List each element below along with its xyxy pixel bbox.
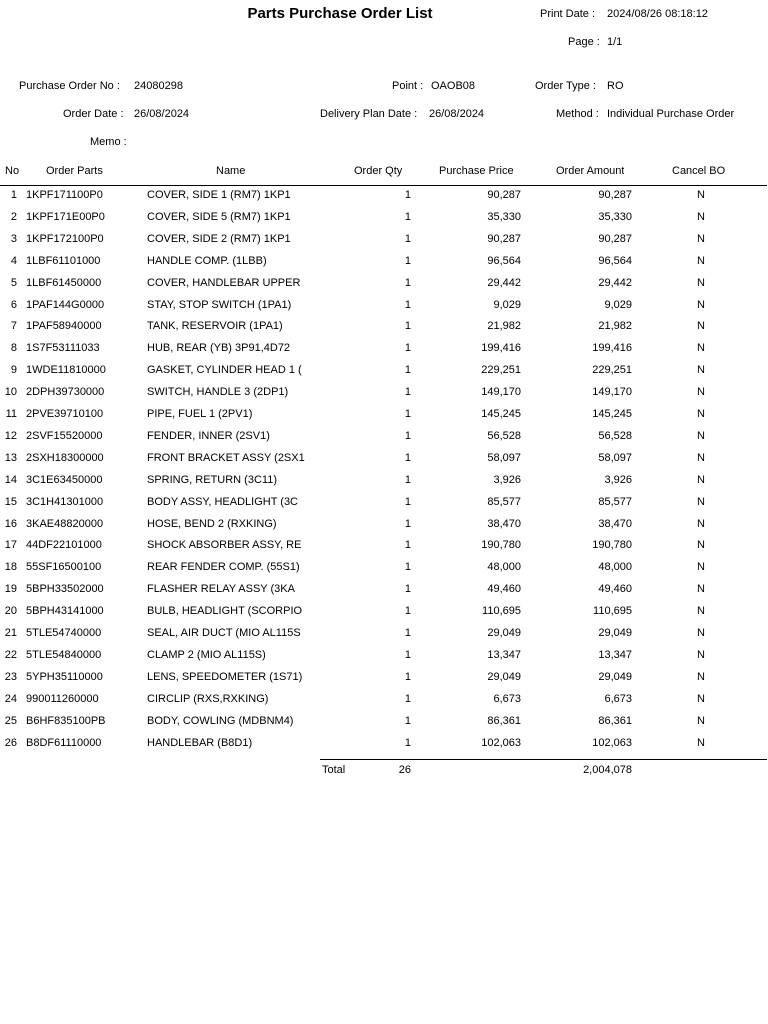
point-label: Point : [392, 80, 424, 92]
row-order-amount: 21,982 [598, 320, 632, 333]
row-order-qty: 1 [404, 189, 411, 201]
row-cancel-bo: N [697, 408, 705, 420]
row-order-qty: 1 [404, 736, 411, 749]
row-order-qty: 1 [404, 561, 411, 574]
row-purchase-price: 29,049 [487, 627, 521, 639]
table-row [0, 649, 768, 671]
table-row [0, 299, 768, 321]
row-purchase-price: 85,577 [487, 495, 521, 508]
row-no: 1 [10, 189, 17, 201]
row-no: 22 [4, 648, 17, 661]
row-order-part: 5BPH33502000 [26, 583, 104, 596]
row-no: 16 [4, 517, 17, 530]
row-no: 25 [4, 714, 17, 727]
row-no: 24 [4, 692, 17, 705]
row-order-part: 3C1E63450000 [26, 473, 103, 486]
row-order-qty: 1 [404, 254, 411, 267]
row-no: 21 [4, 627, 17, 639]
row-order-amount: 229,251 [592, 364, 632, 377]
row-order-qty: 1 [404, 429, 411, 442]
row-order-amount: 110,695 [593, 605, 632, 618]
row-name: HUB, REAR (YB) 3P91,4D72 [147, 342, 291, 355]
header-divider [0, 185, 767, 186]
table-row [0, 583, 768, 605]
row-purchase-price: 145,245 [481, 408, 521, 420]
row-purchase-price: 56,528 [487, 429, 521, 442]
table-row [0, 474, 768, 496]
row-no: 6 [10, 298, 17, 311]
row-purchase-price: 6,673 [493, 692, 521, 705]
row-cancel-bo: N [697, 539, 705, 552]
row-order-qty: 1 [404, 539, 411, 552]
row-no: 2 [10, 210, 17, 223]
row-order-part: 1PAF144G0000 [26, 298, 105, 311]
print-date-value: 2024/08/26 08:18:12 [607, 8, 708, 20]
row-cancel-bo: N [697, 320, 705, 333]
row-order-part: 55SF16500100 [26, 561, 102, 574]
row-order-amount: 38,470 [598, 517, 632, 530]
row-order-qty: 1 [404, 583, 411, 596]
table-row [0, 737, 768, 759]
row-cancel-bo: N [697, 583, 705, 596]
row-no: 17 [4, 539, 17, 552]
row-order-amount: 58,097 [598, 451, 632, 464]
row-order-qty: 1 [404, 408, 411, 420]
row-order-qty: 1 [404, 276, 411, 289]
row-name: TANK, RESERVOIR (1PA1) [147, 320, 283, 333]
row-name: SWITCH, HANDLE 3 (2DP1) [147, 386, 289, 399]
table-row [0, 496, 768, 518]
row-cancel-bo: N [697, 670, 705, 683]
row-purchase-price: 90,287 [487, 232, 521, 245]
row-order-part: 1LBF61450000 [26, 276, 102, 289]
row-purchase-price: 9,029 [493, 298, 521, 311]
row-cancel-bo: N [697, 386, 705, 399]
row-cancel-bo: N [697, 342, 705, 355]
row-order-part: 5BPH43141000 [26, 605, 104, 618]
table-row [0, 539, 768, 561]
row-no: 3 [10, 232, 17, 245]
row-no: 11 [5, 408, 17, 420]
row-name: BULB, HEADLIGHT (SCORPIO [147, 605, 303, 618]
row-cancel-bo: N [697, 189, 705, 201]
row-order-qty: 1 [404, 320, 411, 333]
row-cancel-bo: N [697, 429, 705, 442]
row-purchase-price: 13,347 [487, 648, 521, 661]
row-order-qty: 1 [404, 298, 411, 311]
row-no: 18 [4, 561, 17, 574]
row-name: COVER, SIDE 5 (RM7) 1KP1 [147, 210, 291, 223]
table-row [0, 211, 768, 233]
row-name: SPRING, RETURN (3C11) [147, 473, 277, 486]
row-purchase-price: 29,442 [487, 276, 521, 289]
memo-label: Memo : [90, 136, 127, 148]
row-purchase-price: 29,049 [487, 670, 521, 683]
row-order-amount: 6,673 [604, 692, 632, 705]
table-row [0, 452, 768, 474]
row-name: FRONT BRACKET ASSY (2SX1 [147, 451, 305, 464]
row-purchase-price: 86,361 [487, 714, 521, 727]
row-purchase-price: 102,063 [481, 736, 521, 749]
row-cancel-bo: N [697, 648, 705, 661]
method-value: Individual Purchase Order [607, 108, 735, 120]
row-name: COVER, HANDLEBAR UPPER [147, 276, 301, 289]
row-name: COVER, SIDE 2 (RM7) 1KP1 [147, 232, 291, 245]
row-order-amount: 29,049 [598, 627, 632, 639]
row-purchase-price: 96,564 [487, 254, 521, 267]
row-order-qty: 1 [404, 692, 411, 705]
row-order-amount: 29,442 [598, 276, 632, 289]
point-value: OAOB08 [431, 80, 476, 92]
row-order-part: 1KPF171100P0 [26, 189, 103, 201]
table-row [0, 627, 768, 649]
row-order-qty: 1 [404, 386, 411, 399]
row-no: 15 [4, 495, 17, 508]
row-name: STAY, STOP SWITCH (1PA1) [147, 298, 292, 311]
row-no: 8 [10, 342, 17, 355]
row-order-amount: 90,287 [598, 189, 632, 201]
delivery-date-value: 26/08/2024 [429, 108, 485, 120]
row-cancel-bo: N [697, 254, 705, 267]
row-order-part: 1KPF171E00P0 [26, 210, 105, 223]
row-no: 5 [10, 276, 17, 289]
table-row [0, 386, 768, 408]
row-no: 12 [4, 429, 17, 442]
row-purchase-price: 229,251 [481, 364, 521, 377]
row-order-part: 1WDE11810000 [26, 364, 106, 377]
row-name: HANDLE COMP. (1LBB) [147, 254, 267, 267]
row-cancel-bo: N [697, 276, 705, 289]
row-order-part: 2PVE39710100 [26, 408, 104, 420]
table-row [0, 561, 768, 583]
po-number-value: 24080298 [134, 80, 183, 92]
row-order-part: 3KAE48820000 [26, 517, 104, 530]
row-cancel-bo: N [697, 298, 705, 311]
row-order-qty: 1 [404, 517, 411, 530]
row-name: FENDER, INNER (2SV1) [147, 429, 270, 442]
row-order-part: 2SVF15520000 [26, 429, 103, 442]
row-order-qty: 1 [404, 605, 411, 618]
row-order-amount: 199,416 [592, 342, 632, 355]
row-order-amount: 86,361 [598, 714, 632, 727]
row-name: HOSE, BEND 2 (RXKING) [147, 517, 277, 530]
row-order-qty: 1 [404, 495, 411, 508]
table-row [0, 342, 768, 364]
row-order-qty: 1 [404, 364, 411, 377]
order-date-value: 26/08/2024 [134, 108, 190, 120]
row-order-qty: 1 [404, 627, 411, 639]
row-order-qty: 1 [404, 232, 411, 245]
row-purchase-price: 35,330 [487, 210, 521, 223]
table-row [0, 408, 768, 430]
row-order-amount: 49,460 [598, 583, 632, 596]
row-purchase-price: 3,926 [493, 473, 521, 486]
row-order-amount: 56,528 [598, 429, 632, 442]
row-name: CLAMP 2 (MIO AL115S) [147, 648, 266, 661]
row-order-part: B8DF61110000 [26, 736, 102, 749]
row-no: 10 [4, 386, 17, 399]
row-order-part: 1PAF58940000 [26, 320, 102, 333]
row-name: HANDLEBAR (B8D1) [147, 736, 253, 749]
table-row [0, 189, 768, 211]
row-order-part: 5TLE54740000 [26, 627, 102, 639]
row-name: FLASHER RELAY ASSY (3KA [147, 583, 295, 596]
row-name: BODY, COWLING (MDBNM4) [147, 714, 294, 727]
row-name: GASKET, CYLINDER HEAD 1 ( [147, 364, 302, 377]
row-no: 13 [4, 451, 17, 464]
table-row [0, 277, 768, 299]
column-header-cancel-bo: Cancel BO [672, 165, 726, 177]
delivery-date-label: Delivery Plan Date : [320, 108, 418, 120]
row-cancel-bo: N [697, 210, 705, 223]
row-order-amount: 85,577 [598, 495, 632, 508]
row-order-amount: 3,926 [604, 473, 632, 486]
row-name: BODY ASSY, HEADLIGHT (3C [147, 495, 299, 508]
row-name: SHOCK ABSORBER ASSY, RE [147, 539, 302, 552]
table-header [0, 165, 768, 187]
row-order-qty: 1 [404, 451, 411, 464]
total-divider [320, 759, 767, 760]
table-row [0, 430, 768, 452]
row-name: SEAL, AIR DUCT (MIO AL115S [147, 627, 301, 639]
row-order-amount: 35,330 [598, 210, 632, 223]
row-purchase-price: 21,982 [487, 320, 521, 333]
row-order-amount: 13,347 [598, 648, 632, 661]
row-order-amount: 96,564 [598, 254, 632, 267]
total-qty: 26 [398, 764, 411, 776]
print-date-label: Print Date : [540, 8, 596, 20]
row-order-qty: 1 [404, 473, 411, 486]
total-label: Total [322, 764, 346, 776]
row-order-part: 5YPH35110000 [26, 670, 103, 683]
row-name: COVER, SIDE 1 (RM7) 1KP1 [147, 189, 291, 201]
table-row [0, 693, 768, 715]
row-purchase-price: 110,695 [482, 605, 521, 618]
row-order-part: 1KPF172100P0 [26, 232, 104, 245]
row-order-amount: 48,000 [598, 561, 632, 574]
row-no: 26 [4, 736, 17, 749]
row-no: 23 [4, 670, 17, 683]
row-order-part: 5TLE54840000 [26, 648, 102, 661]
row-order-qty: 1 [404, 648, 411, 661]
row-cancel-bo: N [697, 495, 705, 508]
order-type-value: RO [607, 80, 624, 92]
row-order-part: 990011260000 [26, 692, 99, 705]
row-purchase-price: 90,287 [487, 189, 521, 201]
table-row [0, 715, 768, 737]
row-no: 7 [10, 320, 17, 333]
page-label: Page : [568, 36, 600, 48]
row-order-amount: 102,063 [592, 736, 632, 749]
row-purchase-price: 49,460 [487, 583, 521, 596]
table-row [0, 364, 768, 386]
row-cancel-bo: N [697, 451, 705, 464]
column-header-no: No [5, 165, 20, 177]
row-name: PIPE, FUEL 1 (2PV1) [147, 408, 253, 420]
row-order-amount: 149,170 [592, 386, 632, 399]
row-cancel-bo: N [697, 561, 705, 574]
row-no: 9 [10, 364, 17, 377]
row-purchase-price: 48,000 [487, 561, 521, 574]
row-order-part: B6HF835100PB [26, 714, 106, 727]
row-order-amount: 9,029 [604, 298, 632, 311]
row-order-part: 1LBF61101000 [26, 254, 101, 267]
table-row [0, 320, 768, 342]
row-cancel-bo: N [697, 605, 705, 618]
row-cancel-bo: N [697, 473, 705, 486]
row-no: 14 [4, 473, 17, 486]
table-row [0, 605, 768, 627]
row-order-qty: 1 [404, 714, 411, 727]
row-name: LENS, SPEEDOMETER (1S71) [147, 670, 303, 683]
table-row [0, 233, 768, 255]
row-order-part: 2SXH18300000 [26, 451, 104, 464]
row-name: CIRCLIP (RXS,RXKING) [147, 692, 269, 705]
column-header-purchase-price: Purchase Price [439, 165, 514, 177]
row-order-amount: 29,049 [598, 670, 632, 683]
row-order-qty: 1 [404, 210, 411, 223]
row-no: 20 [4, 605, 17, 618]
row-order-part: 3C1H41301000 [26, 495, 104, 508]
row-purchase-price: 199,416 [481, 342, 521, 355]
row-name: REAR FENDER COMP. (55S1) [147, 561, 300, 574]
row-order-qty: 1 [404, 342, 411, 355]
row-order-amount: 190,780 [592, 539, 632, 552]
page-value: 1/1 [607, 36, 623, 48]
row-cancel-bo: N [697, 364, 705, 377]
column-header-order-amount: Order Amount [556, 165, 625, 177]
total-amount: 2,004,078 [583, 764, 632, 776]
column-header-order-qty: Order Qty [354, 165, 403, 177]
table-row [0, 518, 768, 540]
order-date-label: Order Date : [63, 108, 124, 120]
row-no: 4 [10, 254, 17, 267]
row-cancel-bo: N [697, 232, 705, 245]
row-order-part: 2DPH39730000 [26, 386, 105, 399]
row-no: 19 [4, 583, 17, 596]
row-order-part: 1S7F53111033 [26, 342, 100, 355]
row-cancel-bo: N [697, 692, 705, 705]
column-header-order-parts: Order Parts [46, 165, 103, 177]
row-purchase-price: 190,780 [481, 539, 521, 552]
method-label: Method : [556, 108, 599, 120]
order-type-label: Order Type : [535, 80, 596, 92]
row-cancel-bo: N [697, 714, 705, 727]
table-row [0, 671, 768, 693]
row-order-amount: 145,245 [592, 408, 632, 420]
column-header-name: Name [216, 165, 246, 177]
row-cancel-bo: N [697, 627, 705, 639]
row-order-part: 44DF22101000 [26, 539, 102, 552]
row-cancel-bo: N [697, 517, 705, 530]
row-order-amount: 90,287 [598, 232, 632, 245]
row-purchase-price: 58,097 [487, 451, 521, 464]
row-order-qty: 1 [404, 670, 411, 683]
row-purchase-price: 149,170 [481, 386, 521, 399]
table-row [0, 255, 768, 277]
row-cancel-bo: N [697, 736, 705, 749]
row-purchase-price: 38,470 [487, 517, 521, 530]
po-number-label: Purchase Order No : [19, 80, 120, 92]
report-title: Parts Purchase Order List [247, 5, 433, 22]
